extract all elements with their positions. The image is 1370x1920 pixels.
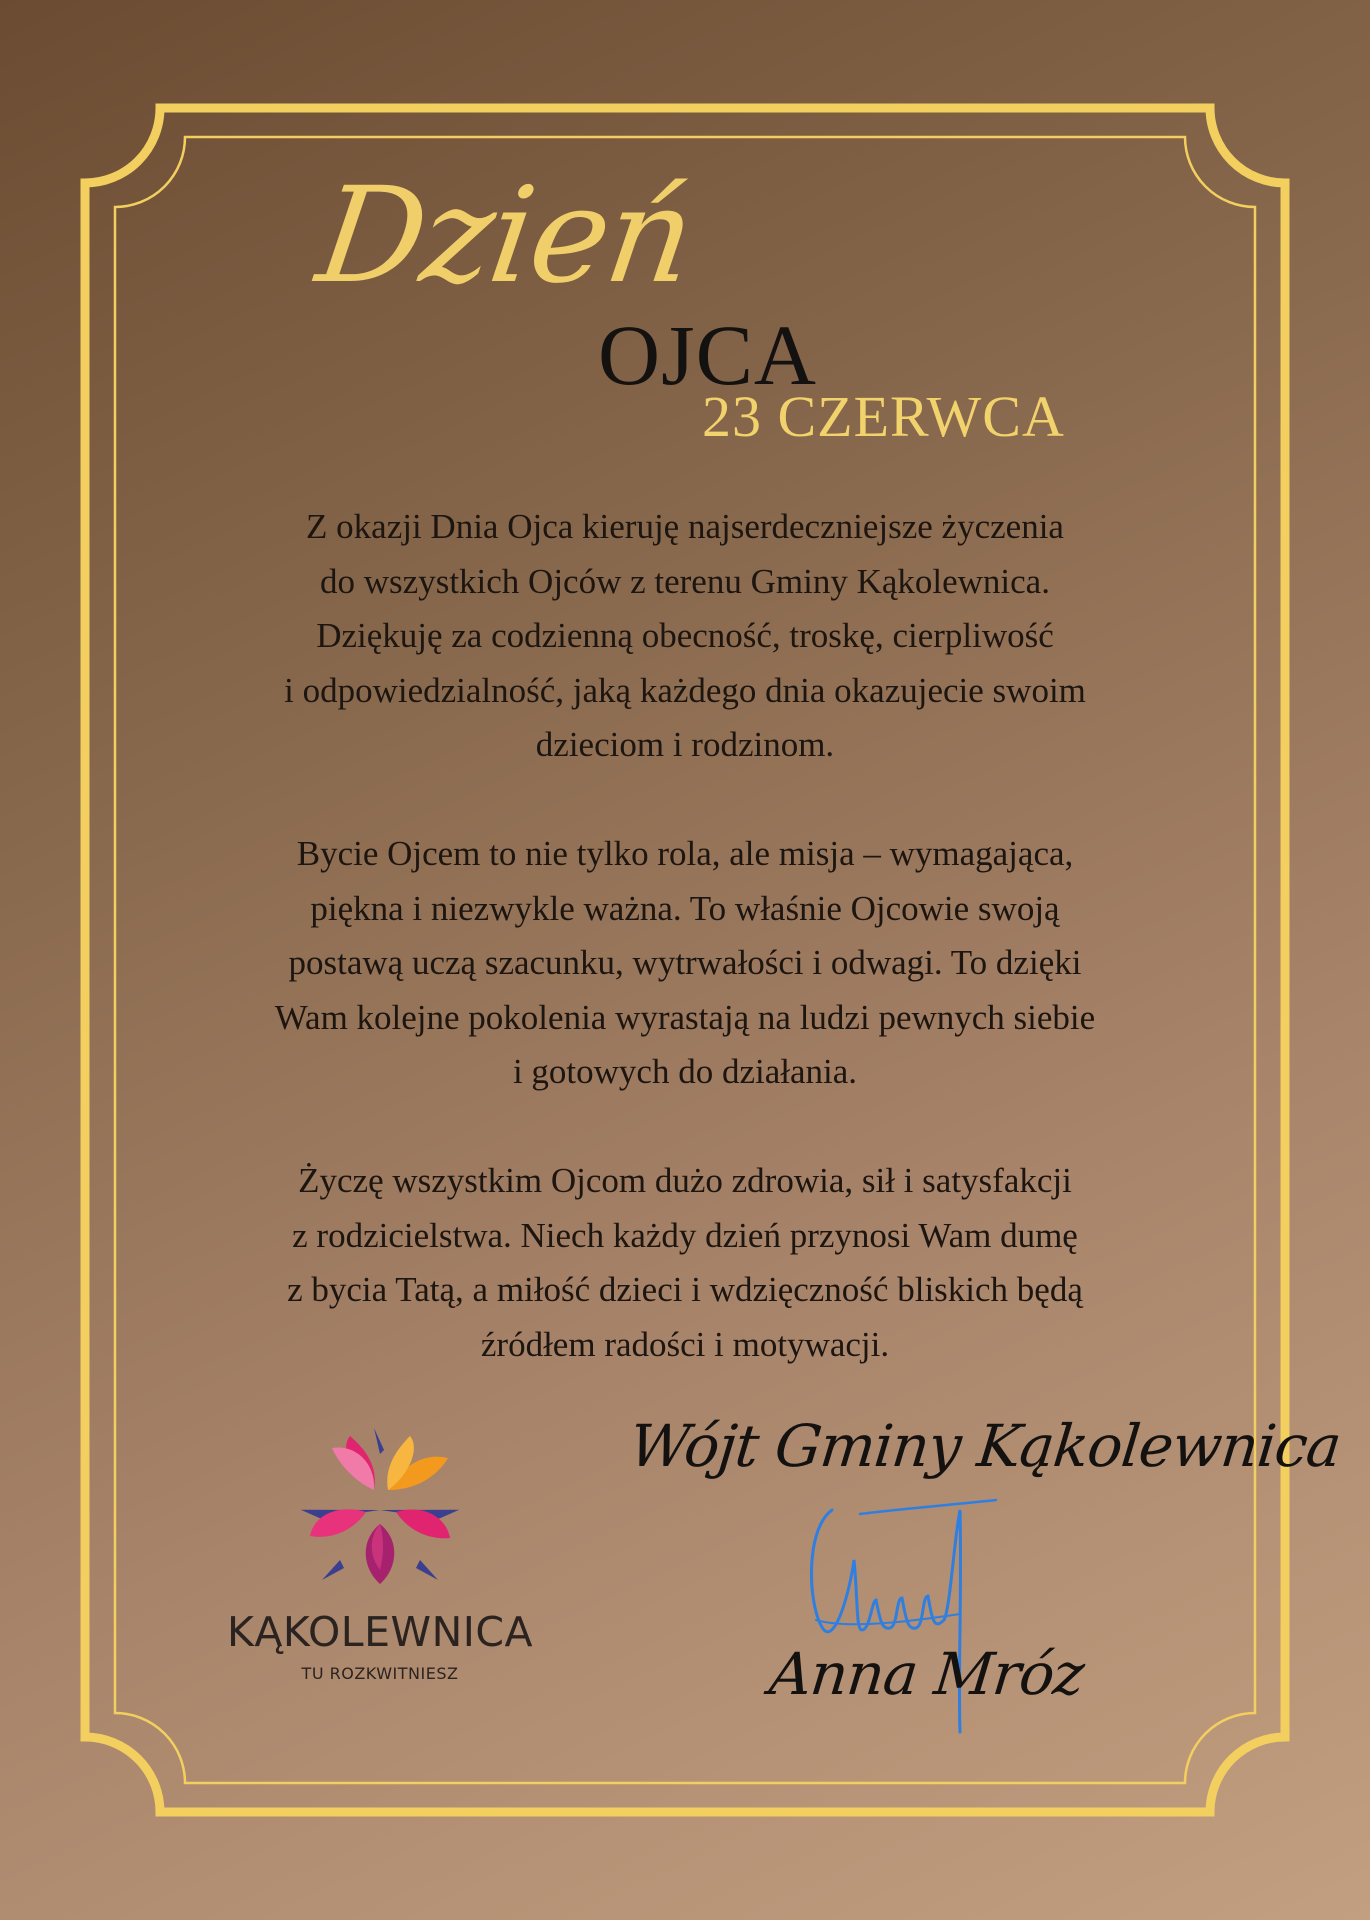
paragraph-line: dzieciom i rodzinom. — [535, 725, 835, 764]
paragraph-line: Bycie Ojcem to nie tylko rola, ale misja – wymagająca, — [296, 834, 1074, 873]
paragraph-line: i odpowiedzialność, jaką każdego dnia okazujecie swoim — [284, 670, 1086, 710]
paragraph-3 — [150, 1154, 1220, 1372]
title-date: 23 CZERWCA — [702, 384, 1065, 449]
paragraph-line: Życzę wszystkim Ojcom dużo zdrowia, sił i satysfakcji — [298, 1161, 1072, 1200]
paragraph-line: z rodzicielstwa. Niech każdy dzień przynosi Wam dumę — [292, 1215, 1078, 1255]
paragraph-line: Wam kolejne pokolenia wyrastają na ludzi pewnych siebie — [274, 997, 1096, 1037]
title-script-dzien: Dzień — [309, 159, 702, 313]
kakolewnica-logo — [200, 1418, 560, 1698]
title-ojca: OJCA — [598, 307, 818, 403]
paragraph-line: źródłem radości i motywacji. — [480, 1324, 890, 1364]
paragraph-line: do wszystkich Ojców z terenu Gminy Kąkolewnica. — [320, 561, 1050, 601]
flower-logo-icon — [200, 1418, 560, 1598]
logo-name: KĄKOLEWNICA — [226, 1608, 534, 1656]
greeting-body — [150, 500, 1220, 1372]
paragraph-line: piękna i niezwykle ważna. To właśnie Ojcowie swoją — [310, 888, 1060, 928]
paragraph-1 — [150, 500, 1220, 773]
signature-name: Anna Mróz — [766, 1640, 1087, 1708]
logo-tagline: TU ROZKWITNIESZ — [301, 1664, 459, 1683]
paragraph-line: i gotowych do działania. — [512, 1052, 858, 1091]
paragraph-line: Z okazji Dnia Ojca kieruję najserdeczniejsze życzenia — [306, 507, 1064, 546]
paragraph-line: z bycia Tatą, a miłość dzieci i wdzięczność bliskich będą — [287, 1270, 1083, 1309]
signature-title: Wójt Gminy Kąkolewnica — [626, 1412, 1344, 1480]
paragraph-2 — [150, 827, 1220, 1100]
paragraph-line: postawą uczą szacunku, wytrwałości i odwagi. To dzięki — [288, 943, 1082, 982]
paragraph-line: Dziękuję za codzienną obecność, troskę, cierpliwość — [316, 616, 1054, 655]
